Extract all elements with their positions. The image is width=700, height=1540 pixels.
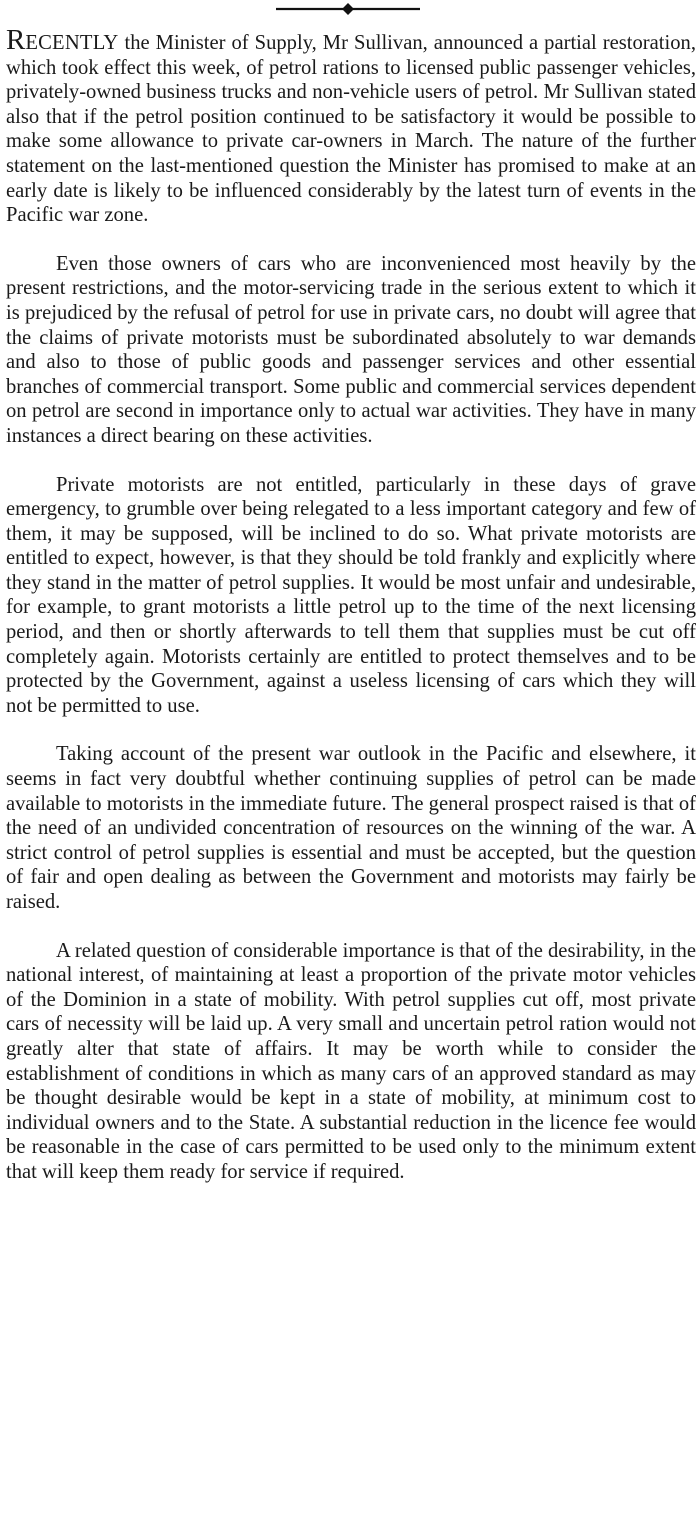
- paragraph-5: A related question of considerable importance is that of the desirability, in the national interest, of maintaining at least a proportion of the private motor vehicles of the Dominion in a state of mobility. With petrol supplies cut off, most private cars of necessity will be laid up. A very small and uncertain petrol ration would not greatly alter that state of affairs. It may be worth while to consider the establishment of conditions in which as many cars of an approved standard as may be thought desirable would be kept in a state of mobility, at minimum cost to individual owners and to the State. A substantial reduction in the licence fee would be reasonable in the case of cars permitted to be used only to the minimum extent that will keep them ready for service if required.: [6, 939, 696, 1183]
- ornamental-rule: [276, 3, 420, 15]
- paragraph-1: [6, 24, 696, 228]
- lead-small-caps: ECENTLY: [25, 32, 119, 54]
- paragraph-2: Even those owners of cars who are inconvenienced most heavily by the present restrictions, and the motor-servicing trade in the serious extent to which it is prejudiced by the refusal of petrol for use in private cars, no doubt will agree that the claims of private motorists must be subordinated absolutely to war demands and also to those of public goods and passenger services and other essential branches of commercial transport. Some public and commercial services dependent on petrol are second in importance only to actual war activities. They have in many instances a direct bearing on these activities.: [6, 252, 696, 447]
- drop-cap-initial: R: [6, 24, 26, 56]
- editorial-article: [6, 24, 696, 1209]
- paragraph-4: Taking account of the present war outlook in the Pacific and elsewhere, it seems in fact very doubtful whether continuing supplies of petrol can be made available to motorists in the immediate future. The general prospect raised is that of the need of an undivided concentration of resources on the winning of the war. A strict control of petrol supplies is essential and must be accepted, but the question of fair and open dealing as between the Government and motorists may fairly be raised.: [6, 743, 696, 913]
- paragraph-1-text: the Minister of Supply, Mr Sullivan, announced a partial restoration, which took effect this week, of petrol rations to licensed public passenger vehicles, privately-owned business trucks and non-vehicle users of petrol. Mr Sullivan stated also that if the petrol position continued to be satisfactory it would be possible to make some allowance to private car-owners in March. The nature of the further statement on the last-mentioned question the Minister has promised to make at an early date is likely to be influenced considerably by the latest turn of events in the Pacific war zone.: [6, 32, 696, 227]
- paragraph-3: Private motorists are not entitled, particularly in these days of grave emergency, to grumble over being relegated to a less important category and few of them, it may be supposed, will be inclined to do so. What private motorists are entitled to expect, however, is that they should be told frankly and explicitly where they stand in the matter of petrol supplies. It would be most unfair and undesirable, for example, to grant motorists a little petrol up to the time of the next licensing period, and then or shortly afterwards to tell them that supplies must be cut off completely again. Motorists certainly are entitled to protect themselves and to be protected by the Government, against a useless licensing of cars which they will not be permitted to use.: [6, 473, 696, 717]
